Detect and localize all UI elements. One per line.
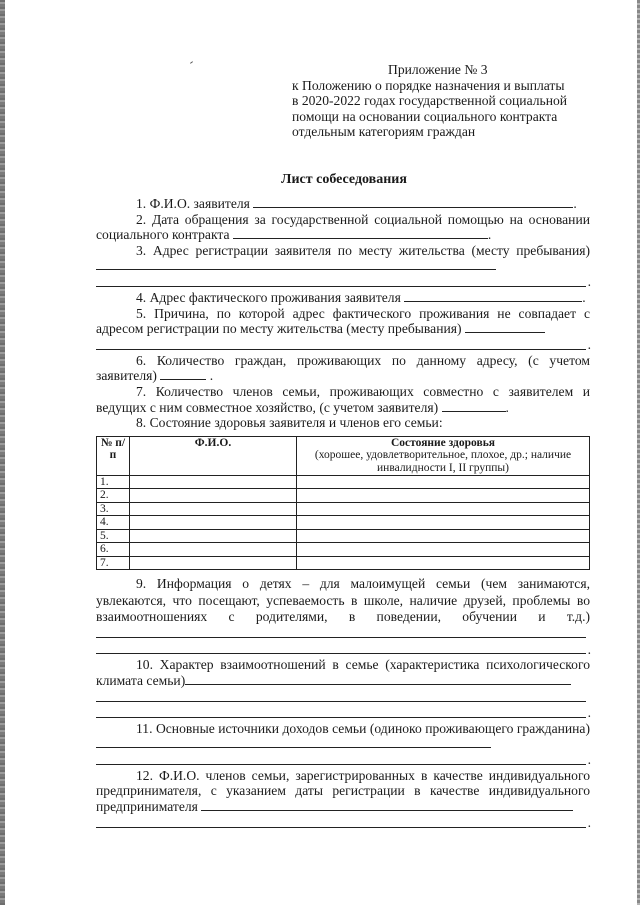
fio-cell[interactable] [130,529,297,543]
scan-speck [190,61,193,64]
item-7-field[interactable] [442,400,506,412]
table-row [97,516,590,530]
document-title: Лист собеседования [281,172,407,187]
item-1: 1. Ф.И.О. заявителя . [136,196,577,211]
item-7-label: 7. Количество членов семьи, проживающих совместно с заявителем и ведущих с ним совместное хозяйство, (с учетом заявителя) [96,383,590,415]
item-7: 7. Количество членов семьи, проживающих совместно с заявителем и ведущих с ним совместное хозяйство, (с учетом заявителя) . [96,383,590,415]
col-health-subtitle: (хорошее, удовлетворительное, плохое, др.; наличие инвалидности I, II группы) [314,449,572,474]
item-6: 6. Количество граждан, проживающих по данному адресу, (с учетом заявителя) . [96,352,590,384]
item-12-line[interactable] [96,815,586,828]
item-8 [96,415,590,431]
item-2: 2. Дата обращения за государственной социальной помощью на основании социального контракта . [96,211,590,243]
item-3-extra-line[interactable] [96,274,586,287]
col-fio-header: Ф.И.О. [130,436,297,475]
health-cell[interactable] [297,529,590,543]
item-10-line[interactable] [96,689,586,702]
health-cell[interactable] [297,475,590,489]
appendix-line: отдельным категориям граждан [292,124,476,140]
row-number: 1. [97,475,130,489]
item-1-field[interactable] [253,196,573,208]
fio-cell[interactable] [130,556,297,570]
fio-cell[interactable] [130,502,297,516]
health-cell[interactable] [297,489,590,503]
health-cell[interactable] [297,516,590,530]
item-5-label: 5. Причина, по которой адрес фактического проживания не совпадает с адресом регистрации по месту жительства (месту пребывания) [96,305,590,337]
item-1-label: 1. Ф.И.О. заявителя [136,196,250,211]
item-2-label: 2. Дата обращения за государственной социальной помощью на основании социального контракта [96,211,590,243]
appendix-line: к Положению о порядке назначения и выплаты [292,77,565,93]
row-number: 5. [97,529,130,543]
row-number: 7. [97,556,130,570]
item-3 [96,243,590,274]
item-10-label: 10. Характер взаимоотношений в семье (характеристика психологического климата семьи) [96,657,590,689]
item-5 [96,306,590,337]
table-row [97,543,590,557]
row-number: 4. [97,516,130,530]
item-11-label: 11. Основные источники доходов семьи (одиноко проживающего гражданина) [136,720,590,736]
table-row [97,475,590,489]
appendix-line: в 2020-2022 годах государственной социальной [292,93,568,109]
table-row [97,489,590,503]
item-3-field[interactable] [96,258,496,270]
col-number-header: № п/п [97,436,130,475]
item-10 [96,657,590,688]
fio-cell[interactable] [130,516,297,530]
health-cell[interactable] [297,502,590,516]
item-10-line[interactable] [96,705,586,718]
item-10-field[interactable] [185,673,571,685]
appendix-line: помощи на основании социального контракта [292,108,558,124]
fio-cell[interactable] [130,475,297,489]
item-2-field[interactable] [233,227,488,239]
item-4: 4. Адрес фактического проживания заявителя . [136,289,586,305]
table-row [97,502,590,516]
form-body [96,196,590,831]
item-8-label: 8. Состояние здоровья заявителя и членов его семьи: [136,415,443,431]
item-12-label: 12. Ф.И.О. членов семьи, зарегистрированных в качестве индивидуального предпринимателя, с указанием даты регистрации в качестве индивидуального предпринимателя [96,767,590,814]
item-4-field[interactable] [404,290,582,302]
table-row [97,556,590,570]
item-12 [96,768,590,815]
item-11 [96,721,590,752]
item-12-field[interactable] [201,799,573,811]
item-6-field[interactable] [160,368,206,380]
scan-edge-left [0,0,5,905]
col-health-header [297,436,590,475]
row-number: 2. [97,489,130,503]
appendix-number: Приложение № 3 [388,62,488,77]
item-9-label: 9. Информация о детях – для малоимущей семьи (чем занимаются, увлекаются, что посещают, успеваемость в школе, наличие друзей, проблемы во взаимоотношениях с родителями, в поведении, обучении и т.д.) [96,576,590,625]
item-5-extra-line[interactable] [96,337,586,350]
fio-cell[interactable] [130,489,297,503]
item-3-label: 3. Адрес регистрации заявителя по месту жительства (месту пребывания) [136,242,590,258]
appendix-header [292,62,594,140]
row-number: 3. [97,502,130,516]
health-table [96,436,590,571]
item-9-line[interactable] [96,625,586,638]
health-table-header [97,436,590,475]
item-11-field[interactable] [96,736,491,748]
item-11-line[interactable] [96,752,586,765]
health-cell[interactable] [297,556,590,570]
item-5-field[interactable] [465,321,545,333]
health-cell[interactable] [297,543,590,557]
item-9-line[interactable] [96,641,586,654]
row-number: 6. [97,543,130,557]
table-row [97,529,590,543]
fio-cell[interactable] [130,543,297,557]
item-6-label: 6. Количество граждан, проживающих по данному адресу, (с учетом заявителя) [96,352,590,384]
item-9 [96,576,590,625]
item-4-label: 4. Адрес фактического проживания заявителя [136,289,401,305]
col-health-title: Состояние здоровья [391,436,495,449]
